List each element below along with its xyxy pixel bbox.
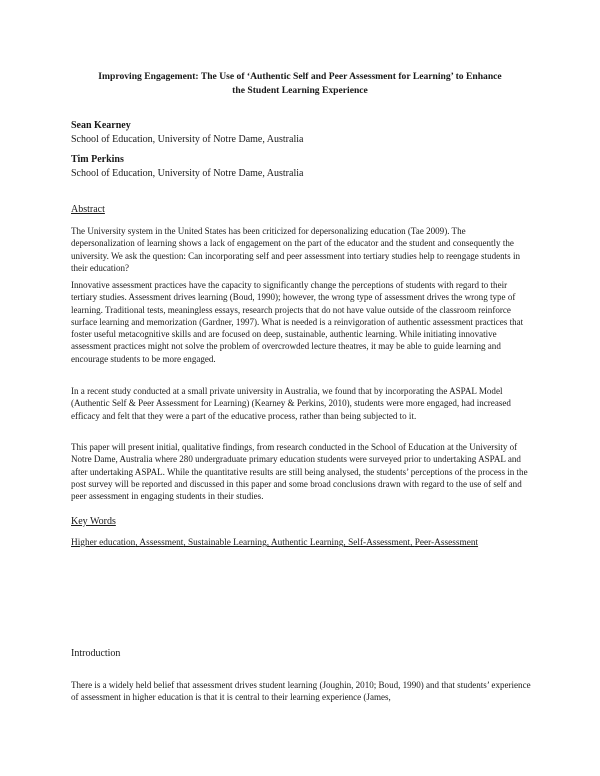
author-block bbox=[71, 119, 303, 147]
keywords-heading: Key Words bbox=[71, 516, 116, 527]
abstract-paragraph: Innovative assessment practices have the capacity to significantly change the perceptions of students with regard to their tertiary studies. Assessment drives learning (Boud, 1990); however, the wrong type of assessment drives the wrong type of learning. Traditional tests, meaningless essays, research projects that do not have value outside of the classroom reinforce surface learning and memorization (Gardner, 1997). What is needed is a reinvigoration of authentic assessment practices that foster useful metacognitive skills and are focused on deep, sustainable, authentic learning. While initiating innovative assessment practices might not solve the problem of overcrowded lecture theatres, it may be able to guide learning and encourage students to be more engaged. bbox=[71, 280, 524, 364]
keyword: Assessment bbox=[139, 538, 184, 548]
author-name: Sean Kearney bbox=[71, 120, 131, 131]
keyword: Sustainable Learning bbox=[187, 538, 267, 548]
paper-title bbox=[60, 70, 540, 98]
keywords-list: Higher education, Assessment, Sustainable Learning, Authentic Learning, Self-Assessment, Peer-Assessment bbox=[71, 538, 479, 548]
title-line-2: the Student Learning Experience bbox=[232, 85, 368, 96]
keyword: Authentic Learning bbox=[270, 538, 344, 548]
abstract-heading: Abstract bbox=[71, 204, 105, 215]
author-name: Tim Perkins bbox=[71, 154, 124, 165]
author-affiliation: School of Education, University of Notre Dame, Australia bbox=[71, 134, 304, 145]
introduction-heading: Introduction bbox=[71, 648, 121, 659]
keyword: Peer-Assessment bbox=[414, 538, 479, 548]
introduction-paragraph: There is a widely held belief that assessment drives student learning (Joughin, 2010; Boud, 1990) and that students’ experience of assessment in higher education is that it is central to their learning experience (James, bbox=[71, 680, 531, 703]
keyword: Self-Assessment bbox=[348, 538, 411, 548]
keyword: Higher education bbox=[71, 538, 136, 548]
abstract-paragraph: This paper will present initial, qualitative findings, from research conducted in the School of Education at the University of Notre Dame, Australia where 280 undergraduate primary education students were surveyed prior to undertaking ASPAL and after undertaking ASPAL. While the quantitative results are still being analysed, the students’ perceptions of the process in the post survey will be reported and discussed in this paper and some broad conclusions drawn with regard to the use of self and peer assessment in engaging students in their studies. bbox=[71, 442, 528, 502]
abstract-paragraph: In a recent study conducted at a small private university in Australia, we found that by incorporating the ASPAL Model (Authentic Self & Peer Assessment for Learning) (Kearney & Perkins, 2010), students were more engaged, had increased efficacy and felt that they were a part of the educative process, rather than being subjected to it. bbox=[71, 386, 511, 421]
abstract-paragraph: The University system in the United States has been criticized for depersonalizing education (Tae 2009). The depersonalization of learning shows a lack of engagement on the part of the educator and the student and consequently the university. We ask the question: Can incorporating self and peer assessment into tertiary studies help to reengage students in their education? bbox=[71, 226, 520, 273]
author-block bbox=[71, 153, 303, 181]
author-affiliation: School of Education, University of Notre Dame, Australia bbox=[71, 168, 304, 179]
title-line-1: Improving Engagement: The Use of ‘Authentic Self and Peer Assessment for Learning’ to Enhance bbox=[98, 71, 502, 82]
